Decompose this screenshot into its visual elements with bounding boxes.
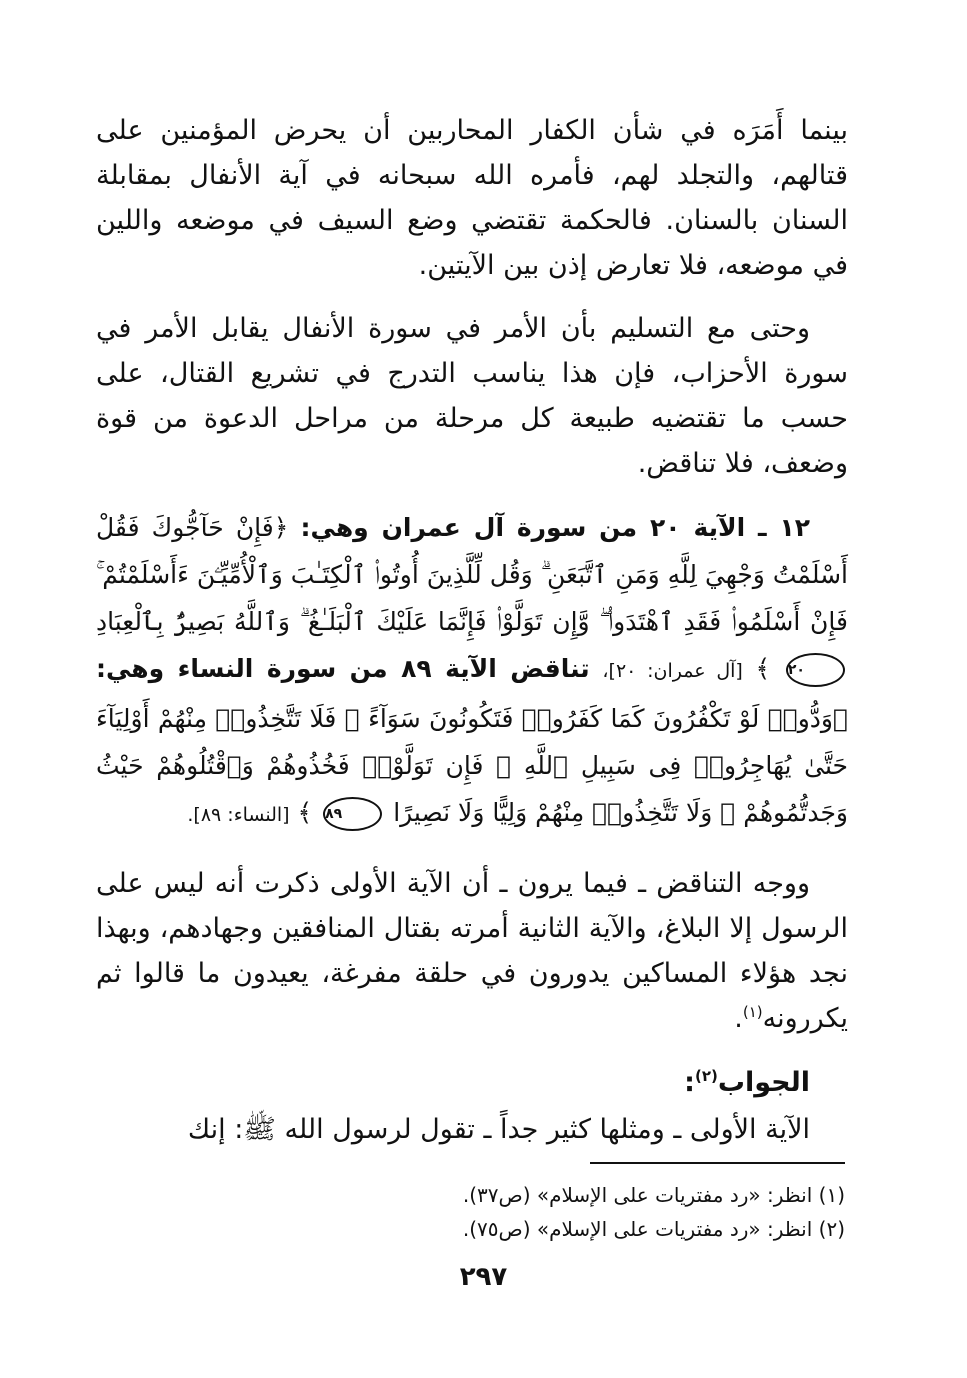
verse-close-bracket: ﴾	[755, 654, 771, 683]
footnote-divider	[590, 1162, 845, 1164]
objection-paragraph	[96, 861, 848, 1041]
reference-al-imran: [آل عمران: ٢٠]،	[602, 660, 743, 682]
item-12-block	[96, 504, 848, 839]
verse-close-bracket: ﴾	[297, 798, 313, 827]
verse-number-89: ٨٩	[323, 797, 382, 831]
verse-number-20: ٢٠	[786, 653, 845, 687]
item-12-heading: ١٢ ـ الآية ٢٠ من سورة آل عمران وهي:	[300, 513, 811, 542]
verse-al-imran-20: ﴿فَإِنْ حَآجُّوكَ فَقُلْ أَسْلَمْتُ وَجْهِيَ لِلَّهِ وَمَنِ ٱتَّبَعَنِ ۗ وَقُل لِّلَّذِينَ أُوتُوا۟ ٱلْكِتَـٰبَ وَٱلْأُمِّيِّـۧنَ ءَأَسْلَمْتُمْ ۚ فَإِنْ أَسْلَمُوا۟ فَقَدِ ٱهْتَدَوا۟ ۖ وَّإِن تَوَلَّوْا۟ فَإِنَّمَا عَلَيْكَ ٱلْبَلَـٰغُ ۗ وَٱللَّهُ بَصِيرٌۢ بِٱلْعِبَادِ	[96, 513, 848, 636]
paragraph-2: وحتى مع التسليم بأن الأمر في سورة الأنفال يقابل الأمر في سورة الأحزاب، فإن هذا يناسب التدرج في تشريع القتال، على حسب ما تقتضيه طبيعة كل مرحلة من مراحل الدعوة من قوة وضعف، فلا تناقض.	[96, 313, 848, 479]
answer-text: الآية الأولى ـ ومثلها كثير جداً ـ تقول لرسول الله ﷺ: إنك	[187, 1114, 810, 1145]
answer-heading	[96, 1059, 848, 1107]
contradiction-heading: تناقض الآية ٨٩ من سورة النساء وهي:	[96, 654, 590, 683]
footnote-2: (٢) انظر: «رد مفتريات على الإسلام» (ص٧٥).	[462, 1217, 845, 1241]
page-number: ٢٩٧	[459, 1262, 508, 1292]
verse-an-nisa-89: ﴿وَدُّوا۟ لَوْ تَكْفُرُونَ كَمَا كَفَرُوا۟ فَتَكُونُونَ سَوَآءً ۖ فَلَا تَتَّخِذُوا۟ مِنْهُمْ أَوْلِيَآءَ حَتَّىٰ يُهَاجِرُوا۟ فِى سَبِيلِ ٱللَّهِ ۚ فَإِن تَوَلَّوْا۟ فَخُذُوهُمْ وَٱقْتُلُوهُمْ حَيْثُ وَجَدتُّمُوهُمْ ۖ وَلَا تَتَّخِذُوا۟ مِنْهُمْ وَلِيًّا وَلَا نَصِيرًا	[96, 704, 848, 827]
page-body	[96, 108, 848, 1152]
footnotes	[245, 1178, 845, 1246]
footnote-1: (١) انظر: «رد مفتريات على الإسلام» (ص٣٧).	[462, 1183, 845, 1207]
reference-an-nisa: [النساء: ٨٩].	[187, 804, 290, 826]
answer-section	[96, 1059, 848, 1152]
answer-heading-text: الجواب	[717, 1067, 810, 1098]
answer-heading-colon: :	[684, 1067, 695, 1098]
objection-text: ووجه التناقض ـ فيما يرون ـ أن الآية الأولى ذكرت أنه ليس على الرسول إلا البلاغ، والآية الثانية أمرته بقتال المنافقين وجهادهم، وبهذا نجد هؤلاء المساكين يدورون في حلقة مفرغة، يعيدون ما قالوا ثم يكررونه	[96, 868, 848, 1034]
footnote-ref-2: (٢)	[694, 1067, 718, 1085]
objection-end: .	[734, 1003, 743, 1034]
footnote-ref-1: (١)	[742, 1003, 763, 1021]
paragraph-1: بينما أَمَرَه في شأن الكفار المحاربين أن يحرض المؤمنين على قتالهم، والتجلد لهم، فأمره الله سبحانه في آية الأنفال بمقابلة السنان بالسنان. فالحكمة تقتضي وضع السيف في موضعه واللين في موضعه، فلا تعارض إذن بين الآيتين.	[96, 115, 848, 281]
